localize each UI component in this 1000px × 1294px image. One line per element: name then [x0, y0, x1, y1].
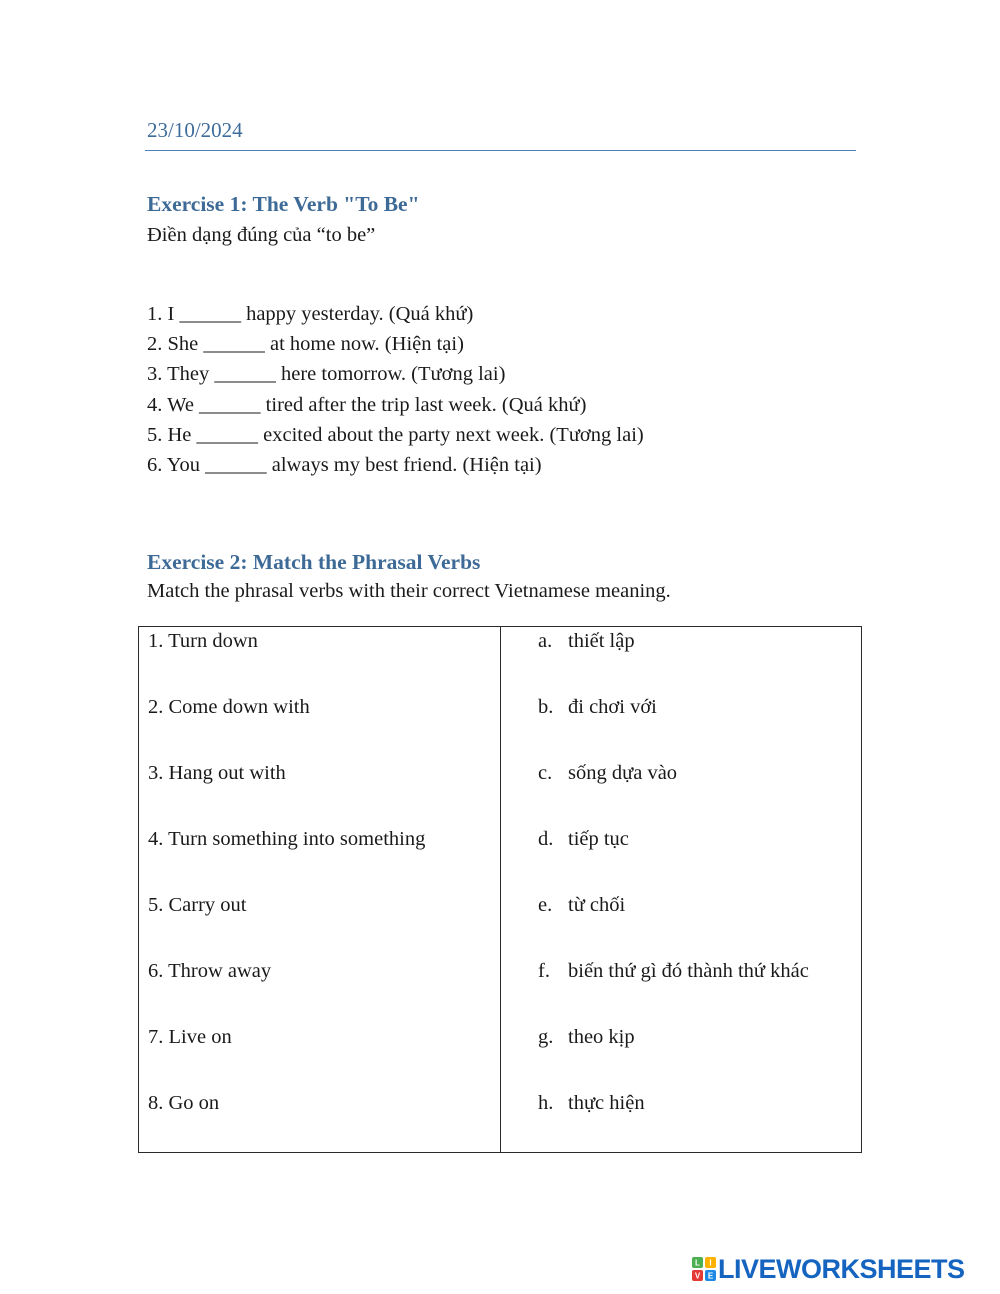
meaning-letter: h. — [538, 1092, 554, 1114]
svg-text:E: E — [707, 1271, 714, 1281]
meaning-letter: b. — [538, 696, 554, 718]
meaning-item — [538, 693, 809, 759]
exercise-1-item: 2. She ______ at home now. (Hiện tại) — [147, 333, 464, 356]
phrasal-verb-item: 6. Throw away — [148, 960, 272, 982]
exercise-2-title: Exercise 2: Match the Phrasal Verbs — [147, 550, 481, 574]
header-rule — [145, 150, 856, 151]
meaning-item — [538, 957, 809, 1023]
exercise-2-instruction: Match the phrasal verbs with their correct Vietnamese meaning. — [147, 580, 671, 602]
meaning-letter: g. — [538, 1026, 554, 1048]
meaning-column — [538, 627, 809, 1155]
meaning-letter: f. — [538, 960, 550, 982]
table-column-divider — [500, 627, 501, 1152]
phrasal-verb-item: 7. Live on — [148, 1026, 232, 1048]
svg-text:V: V — [694, 1271, 701, 1281]
phrasal-verb-item: 2. Come down with — [148, 696, 310, 718]
exercise-1-item: 1. I ______ happy yesterday. (Quá khứ) — [147, 303, 474, 325]
phrasal-verb-item: 3. Hang out with — [148, 762, 286, 784]
phrasal-verb-item: 4. Turn something into something — [148, 828, 426, 850]
meaning-letter: d. — [538, 828, 554, 850]
svg-text:I: I — [709, 1258, 712, 1268]
svg-text:L: L — [695, 1258, 700, 1268]
exercise-1-item: 3. They ______ here tomorrow. (Tương lai) — [147, 363, 506, 386]
meaning-text: thực hiện — [568, 1092, 645, 1114]
meaning-text: theo kịp — [568, 1026, 635, 1048]
meaning-item — [538, 1023, 809, 1089]
meaning-item — [538, 759, 809, 825]
exercise-1-item: 5. He ______ excited about the party next week. (Tương lai) — [147, 423, 644, 446]
phrasal-verb-item: 1. Turn down — [148, 630, 258, 652]
exercise-1-item: 6. You ______ always my best friend. (Hiện tại) — [147, 454, 542, 477]
exercise-1-title: Exercise 1: The Verb "To Be" — [147, 192, 420, 216]
meaning-text: tiếp tục — [568, 828, 629, 850]
meaning-text: từ chối — [568, 894, 626, 916]
meaning-item — [538, 627, 809, 693]
exercise-1-instruction: Điền dạng đúng của “to be” — [147, 224, 376, 246]
exercise-1-item: 4. We ______ tired after the trip last week. (Quá khứ) — [147, 393, 587, 416]
meaning-text: thiết lập — [568, 630, 635, 652]
phrasal-verb-column — [148, 627, 425, 1155]
matching-table — [138, 626, 862, 1153]
exercise-1-list — [147, 299, 644, 480]
meaning-text: biến thứ gì đó thành thứ khác — [568, 960, 809, 982]
liveworksheets-logo-icon — [692, 1257, 716, 1281]
liveworksheets-logo-text: LIVEWORKSHEETS — [718, 1254, 965, 1284]
meaning-item — [538, 891, 809, 957]
phrasal-verb-item: 8. Go on — [148, 1092, 220, 1114]
meaning-text: đi chơi với — [568, 696, 657, 718]
date-text: 23/10/2024 — [147, 118, 243, 142]
meaning-letter: c. — [538, 762, 553, 784]
meaning-item — [538, 1089, 809, 1155]
meaning-letter: e. — [538, 894, 553, 916]
meaning-letter: a. — [538, 630, 553, 652]
meaning-text: sống dựa vào — [568, 762, 678, 784]
phrasal-verb-item: 5. Carry out — [148, 894, 247, 916]
liveworksheets-logo[interactable] — [692, 1254, 965, 1284]
meaning-item — [538, 825, 809, 891]
